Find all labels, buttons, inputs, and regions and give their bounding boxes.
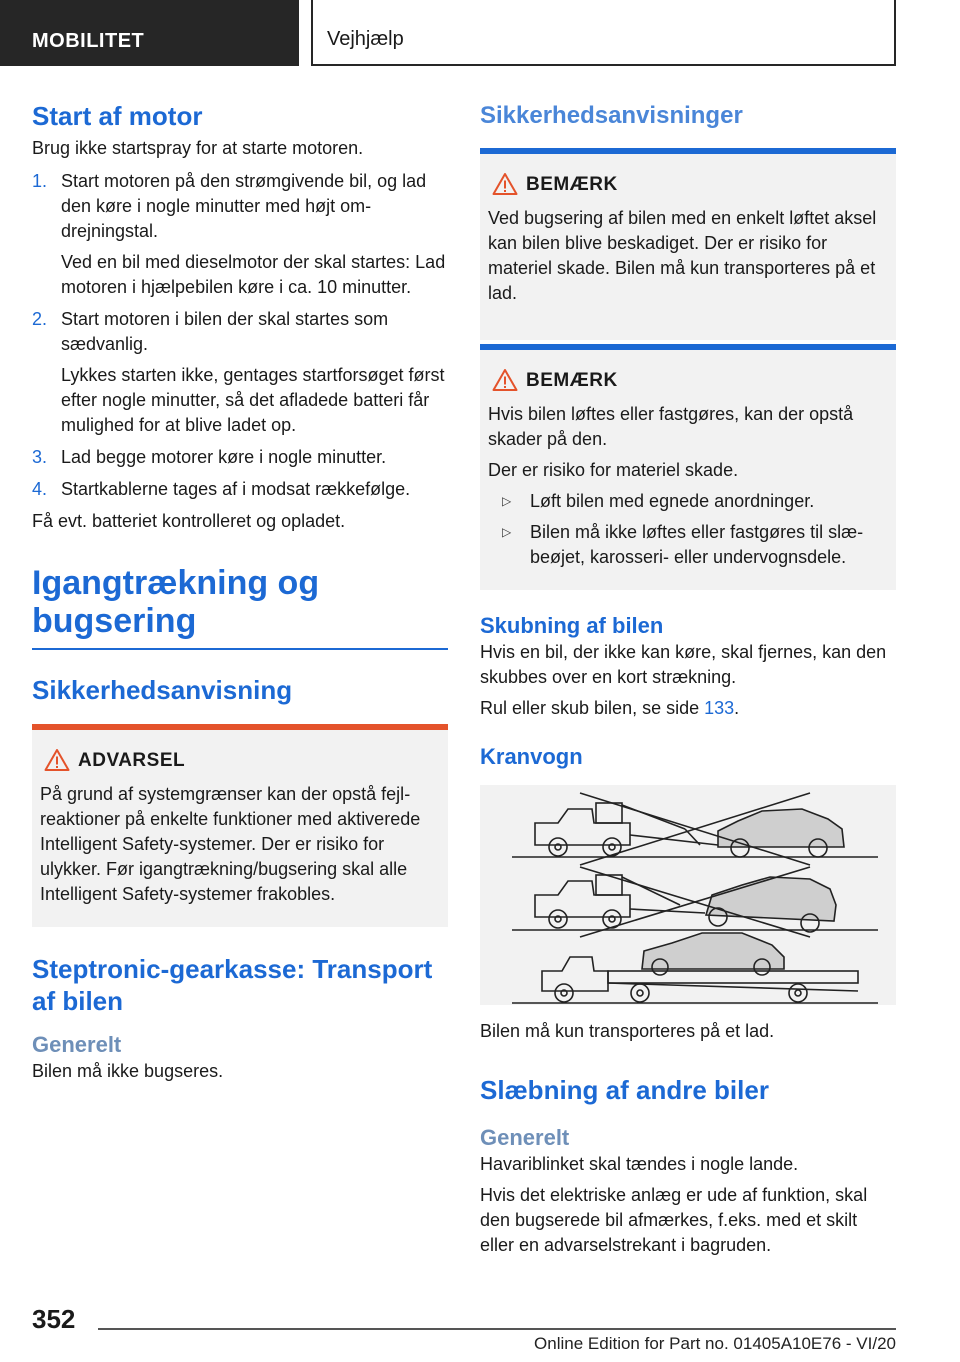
general-text: Bilen må ikke bugseres. <box>32 1061 224 1081</box>
warning-triangle-icon <box>44 748 70 772</box>
note-list <box>488 489 888 570</box>
push-text: Hvis en bil, der ikke kan køre, skal fjernes, kan den skubbes over en kort strækning. <box>480 642 887 687</box>
safety-instructions-heading: Sikkerhedsanvisninger <box>480 102 743 129</box>
start-steps-list <box>32 169 448 502</box>
warning-label: ADVARSEL <box>78 750 186 771</box>
triangle-bullet-icon: ▷ <box>502 494 512 508</box>
page-footer <box>0 1290 960 1362</box>
step-text: Startkablerne tages af i modsat rækkefølge. <box>61 479 411 499</box>
note-box <box>480 344 896 590</box>
page-header <box>0 0 960 66</box>
tow-truck-heading: Kranvogn <box>480 744 583 769</box>
general-text: Hvis det elektriske anlæg er ude af funktion, skal den bugserede bil afmærkes, f.eks. med et skilt eller en advarselstrekant i bagruden. <box>480 1185 868 1255</box>
list-item <box>32 445 448 470</box>
warning-title <box>40 748 440 774</box>
right-column <box>480 100 896 1264</box>
note-text: Der er risiko for materiel skade. <box>488 460 739 480</box>
edition-text: Online Edition for Part no. 01405A10E76 - VI/20 <box>534 1334 896 1353</box>
step-extra: Lykkes starten ikke, gentages startforsøget først efter nogle minutter, så det afladede batteri får mulighed for at blive ladet op. <box>61 365 445 435</box>
start-outro: Få evt. batteriet kontrolleret og opladet. <box>32 511 346 531</box>
tow-truck-drawing <box>480 785 896 1005</box>
warning-text: På grund af systemgrænser kan der opstå fejlreaktioner på enkelte funktioner med aktiverede Intelligent Safety-systemer. Der er risiko for ulykker. Før igangtrækning/bugsering skal alle Intelligent Safety-systemer frakobles. <box>40 784 421 904</box>
general-heading: Generelt <box>32 1032 122 1057</box>
steptronic-heading: Steptronic-gearkasse: Transport af bilen <box>32 954 433 1016</box>
note-text: Hvis bilen løftes eller fastgøres, kan der opstå skader på den. <box>488 404 854 449</box>
warning-triangle-icon <box>492 172 518 196</box>
push-ref-prefix: Rul eller skub bilen, se side <box>480 698 705 718</box>
start-intro: Brug ikke startspray for at starte motoren. <box>32 138 364 158</box>
step-extra: Ved en bil med dieselmotor der skal startes: Lad motoren i hjælpebilen køre i ca. 10 minutter. <box>61 252 446 297</box>
list-item <box>32 307 448 438</box>
general-text: Havariblinket skal tændes i nogle lande. <box>480 1154 799 1174</box>
push-reference <box>480 696 896 721</box>
list-item <box>32 169 448 300</box>
note-text: Ved bugsering af bilen med en enkelt løftet aksel kan bilen blive beskadiget. Der er risiko for materiel skade. Bilen må kun transporteres på et lad. <box>488 208 877 303</box>
chapter-heading: Igangtrækning og bugsering <box>32 564 448 650</box>
step-number: 1. <box>32 171 48 191</box>
step-number: 2. <box>32 309 48 329</box>
section-tab: MOBILITET <box>0 0 299 66</box>
note-box <box>480 148 896 340</box>
tow-truck-illustration <box>480 785 896 1005</box>
triangle-bullet-icon: ▷ <box>502 525 512 539</box>
safety-heading: Sikkerhedsanvisning <box>32 675 293 705</box>
note-title <box>488 172 888 198</box>
tow-other-heading: Slæbning af andre biler <box>480 1075 769 1105</box>
left-column <box>32 100 448 1090</box>
push-heading: Skubning af bilen <box>480 613 664 638</box>
footer-divider <box>98 1328 896 1330</box>
step-number: 4. <box>32 479 48 499</box>
step-text: Lad begge motorer køre i nogle minutter. <box>61 447 387 467</box>
step-number: 3. <box>32 447 48 467</box>
list-item-text: Bilen må ikke løftes eller fastgøres til slæbeøjet, karosseri- eller undervognsdele. <box>530 522 864 567</box>
note-label: BEMÆRK <box>526 174 618 195</box>
warning-triangle-icon <box>492 368 518 392</box>
step-text: Start motoren på den strømgivende bil, og lad den køre i nogle minutter med højt omdrejningstal. <box>61 171 427 241</box>
warning-box <box>32 724 448 927</box>
chapter-tab: Vejhjælp <box>311 0 896 66</box>
list-item <box>502 489 888 514</box>
note-label: BEMÆRK <box>526 370 618 391</box>
list-item <box>502 520 888 570</box>
page-link[interactable]: 133 <box>704 698 735 718</box>
page-number: 352 <box>32 1304 76 1334</box>
push-ref-suffix: . <box>734 698 740 718</box>
general-heading: Generelt <box>480 1125 570 1150</box>
note-title <box>488 368 888 394</box>
list-item-text: Løft bilen med egnede anordninger. <box>530 491 815 511</box>
list-item <box>32 477 448 502</box>
start-engine-heading: Start af motor <box>32 101 203 131</box>
step-text: Start motoren i bilen der skal startes som sædvanlig. <box>61 309 389 354</box>
tow-caption: Bilen må kun transporteres på et lad. <box>480 1021 775 1041</box>
